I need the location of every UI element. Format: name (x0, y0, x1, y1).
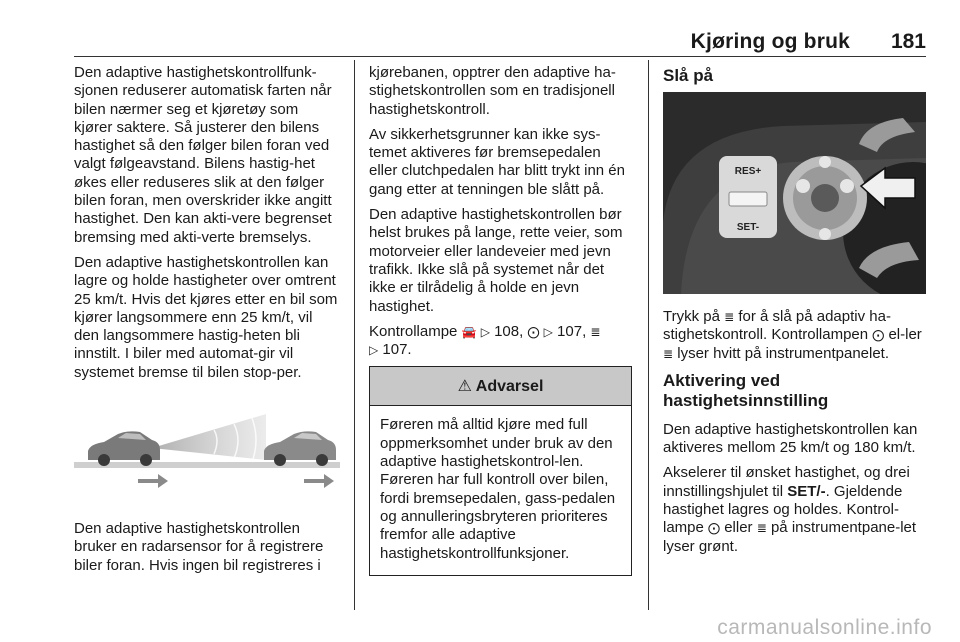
paragraph: Akselerer til ønsket hastighet, og drei innstillingshjulet til SET/-. Gjeldende hastighet lagres og holdes. Kontrol-lampe ⨀ eller ≣ på instrumentpane-let lyser grønt. (663, 464, 917, 555)
page-ref-icon: ▷ (543, 324, 553, 339)
section-title: Kjøring og bruk (690, 30, 850, 53)
radar-illustration (74, 396, 340, 506)
car-rear-icon (88, 431, 160, 466)
section-heading: Slå på (663, 66, 714, 85)
paragraph: Trykk på ≣ for å slå på adaptiv ha-stighetskontroll. Kontrollampen ⨀ el-ler ≣ lyser hvitt på instrumentpanelet. (663, 308, 922, 362)
page-number: 181 (890, 30, 926, 53)
section-heading: Aktivering ved hastighetsinnstilling (663, 370, 829, 410)
car-indicator-icon: 🚘 (461, 324, 477, 339)
adaptive-cruise-icon: ≣ (590, 324, 601, 339)
column-2 (369, 64, 632, 576)
speedometer-icon: ⨀ (708, 521, 721, 536)
radar-beam (152, 414, 266, 460)
road (74, 462, 340, 468)
cruise-button-cluster (783, 156, 867, 240)
adaptive-cruise-icon: ≣ (756, 521, 767, 536)
paragraph: Av sikkerhetsgrunner kan ikke sys-temet aktiveres før bremsepedalen eller clutchpedalen har blitt trykt inn én gang etter at tenningen ble slått på. (369, 125, 625, 198)
adaptive-cruise-icon: ≣ (663, 346, 674, 361)
page-link-107[interactable]: 107, (557, 322, 587, 340)
paragraph: Den adaptive hastighetskontrollen kan lagre og holde hastigheter over omtrent 25 km/t. Hvis det kjøres etter en bil som kjører langsommere enn 25 km/t, vil den langsommere hastig-heten bli innstilt. I biler med automat-gir vil systemet bremse til bilen stop-per. (74, 253, 338, 381)
paragraph: Den adaptive hastighetskontrollen kan aktiveres mellom 25 km/t og 180 km/t. (663, 420, 918, 457)
page-link-108[interactable]: 108, (494, 322, 524, 340)
warning-triangle-icon: ⚠ (457, 376, 472, 396)
page-ref-icon: ▷ (480, 324, 490, 339)
motion-arrow-icon (138, 474, 168, 488)
column-1 (74, 64, 340, 582)
car-front-icon (264, 431, 336, 466)
warning-text: Føreren må alltid kjøre med full oppmerksomhet under bruk av den adaptive hastighetskontrol-len. Føreren har full kontroll over bilen, fordi bremsepedalen, gass-pedalen og annulleringsbryteren prioriteres fremfor alle adaptive hastighetskontrollfunksjoner. (380, 416, 616, 562)
motion-arrow-icon (304, 474, 334, 488)
speedometer-icon: ⨀ (872, 328, 885, 343)
paragraph: Den adaptive hastighetskontrollen bruker en radarsensor for å registrere biler foran. Hvis ingen bil registreres i (74, 520, 324, 574)
paragraph: Den adaptive hastighetskontrollfunk-sjonen reduserer automatisk farten når bilen nærmer seg et kjøretøy som kjører saktere. Så justerer den bilens hastighet så den følger bilen foran ved valgt følgeavstand. Bilens hastig-het økes eller reduseres slik at den følger bilen foran, men overskrider ikke angitt hastighet. Den kan akti-vere begrenset bremsing med akti-verte bremselys. (74, 64, 332, 246)
page-link-107[interactable]: 107. (382, 341, 412, 359)
paragraph: Den adaptive hastighetskontrollen bør helst brukes på lange, rette veier, som motorveier eller landeveier med jevn trafikk. Ikke slå på systemet når det ikke er tilrådelig å holde en jevn hastighet. (369, 206, 623, 315)
set-control-label: SET/- (787, 482, 826, 500)
steering-wheel-controls-illustration (663, 92, 926, 294)
warning-header: ⚠ Advarsel (370, 367, 631, 406)
page-ref-icon: ▷ (369, 343, 379, 358)
set-label: SET- (736, 222, 760, 233)
column-3 (663, 64, 926, 563)
watermark: carmanualsonline.info (717, 616, 932, 639)
adaptive-cruise-icon: ≣ (724, 310, 735, 324)
res-label: RES+ (734, 166, 762, 177)
speedometer-icon: ⨀ (527, 324, 540, 339)
res-set-rocker (719, 156, 777, 238)
column-divider (648, 60, 649, 610)
column-divider (354, 60, 355, 610)
control-light-references: Kontrollampe 🚘 ▷ 108, ⨀ ▷ 107, ≣ ▷ 107. (369, 322, 601, 359)
paragraph: kjørebanen, opptrer den adaptive ha-stighetskontrollen som en tradisjonell hastighetskontroll. (369, 64, 616, 118)
page-header (74, 0, 926, 57)
warning-box (369, 366, 632, 575)
